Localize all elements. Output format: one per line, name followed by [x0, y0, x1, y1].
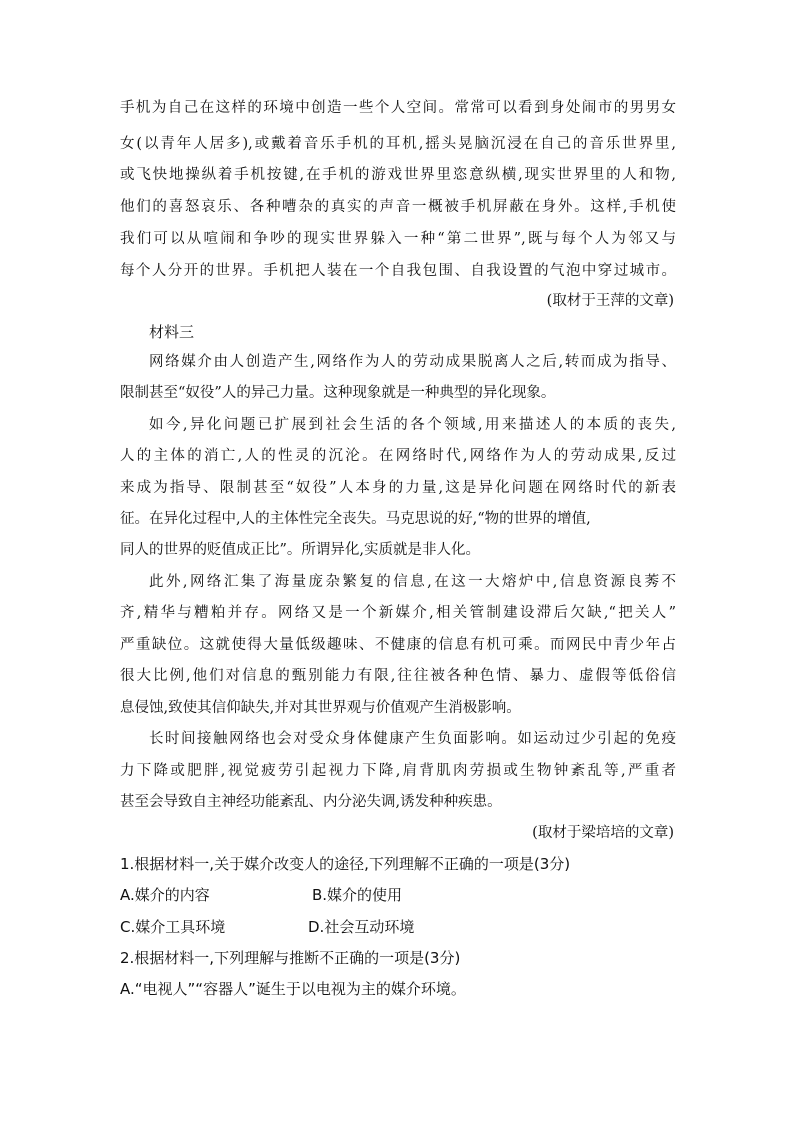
m3-p1-line-2: 限制甚至“奴役”人的异己力量。这种现象就是一种典型的异化现象。	[120, 385, 556, 401]
intro-line-2: 女(以青年人居多),或戴着音乐手机的耳机,摇头晃脑沉浸在自己的音乐世界里,	[120, 136, 676, 152]
m3-p3-line-2: 齐,精华与糟粕并存。网络又是一个新媒介,相关管制建设滞后欠缺,“把关人”	[120, 605, 676, 621]
m3-p2-line-5: 同人的世界的贬值成正比”。所谓异化,实质就是非人化。	[120, 542, 481, 558]
m3-p4-line-2: 力下降或肥胖,视觉疲劳引起视力下降,肩背肌肉劳损或生物钟紊乱等,严重者	[120, 763, 676, 779]
intro-line-1: 手机为自己在这样的环境中创造一些个人空间。常常可以看到身处闹市的男男女	[120, 100, 676, 116]
question-2-stem: 2.根据材料一,下列理解与推断不正确的一项是(3分)	[120, 949, 461, 967]
question-1-option-a: A.媒介的内容	[120, 886, 210, 904]
m3-p2-line-1: 如今,异化问题已扩展到社会生活的各个领域,用来描述人的本质的丧失,	[149, 417, 676, 433]
m3-p2-line-4: 征。在异化过程中,人的主体性完全丧失。马克思说的好,“物的世界的增值,	[120, 511, 591, 527]
m3-p3-line-4: 很大比例,他们对信息的甄别能力有限,往往被各种色情、暴力、虚假等低俗信	[120, 668, 676, 684]
source-citation-2: (取材于梁培培的文章)	[532, 825, 674, 841]
question-1-option-c: C.媒介工具环境	[120, 918, 226, 936]
material-3-heading: 材料三	[149, 323, 195, 341]
question-1-option-b: B.媒介的使用	[312, 886, 403, 904]
m3-p2-line-3: 来成为指导、限制甚至“奴役”人本身的力量,这是异化问题在网络时代的新表	[120, 480, 676, 496]
m3-p3-line-5: 息侵蚀,致使其信仰缺失,并对其世界观与价值观产生消极影响。	[120, 700, 521, 716]
intro-line-6: 每个人分开的世界。手机把人装在一个自我包围、自我设置的气泡中穿过城市。	[120, 263, 676, 279]
question-1-stem: 1.根据材料一,关于媒介改变人的途径,下列理解不正确的一项是(3分)	[120, 855, 571, 873]
m3-p3-line-1: 此外,网络汇集了海量庞杂繁复的信息,在这一大熔炉中,信息资源良莠不	[149, 574, 676, 590]
m3-p4-line-1: 长时间接触网络也会对受众身体健康产生负面影响。如运动过少引起的免疫	[149, 731, 676, 747]
question-1-option-d: D.社会互动环境	[308, 918, 415, 936]
m3-p2-line-2: 人的主体的消亡,人的性灵的沉沦。在网络时代,网络作为人的劳动成果,反过	[120, 448, 676, 464]
m3-p1-line-1: 网络媒介由人创造产生,网络作为人的劳动成果脱离人之后,转而成为指导、	[149, 354, 676, 370]
question-2-option-a: A.“电视人”“容器人”诞生于以电视为主的媒介环境。	[120, 980, 466, 998]
intro-line-3: 或飞快地操纵着手机按键,在手机的游戏世界里恣意纵横,现实世界里的人和物,	[120, 167, 676, 183]
m3-p3-line-3: 严重缺位。这就使得大量低级趣味、不健康的信息有机可乘。而网民中青少年占	[120, 637, 676, 653]
intro-line-4: 他们的喜怒哀乐、各种嘈杂的真实的声音一概被手机屏蔽在身外。这样,手机使	[120, 199, 676, 215]
intro-line-5: 我们可以从喧闹和争吵的现实世界躲入一种“第二世界”,既与每个人为邻又与	[120, 231, 676, 247]
source-citation-1: (取材于王萍的文章)	[546, 293, 674, 309]
m3-p4-line-3: 甚至会导致自主神经功能紊乱、内分泌失调,诱发种种疾患。	[120, 794, 502, 810]
